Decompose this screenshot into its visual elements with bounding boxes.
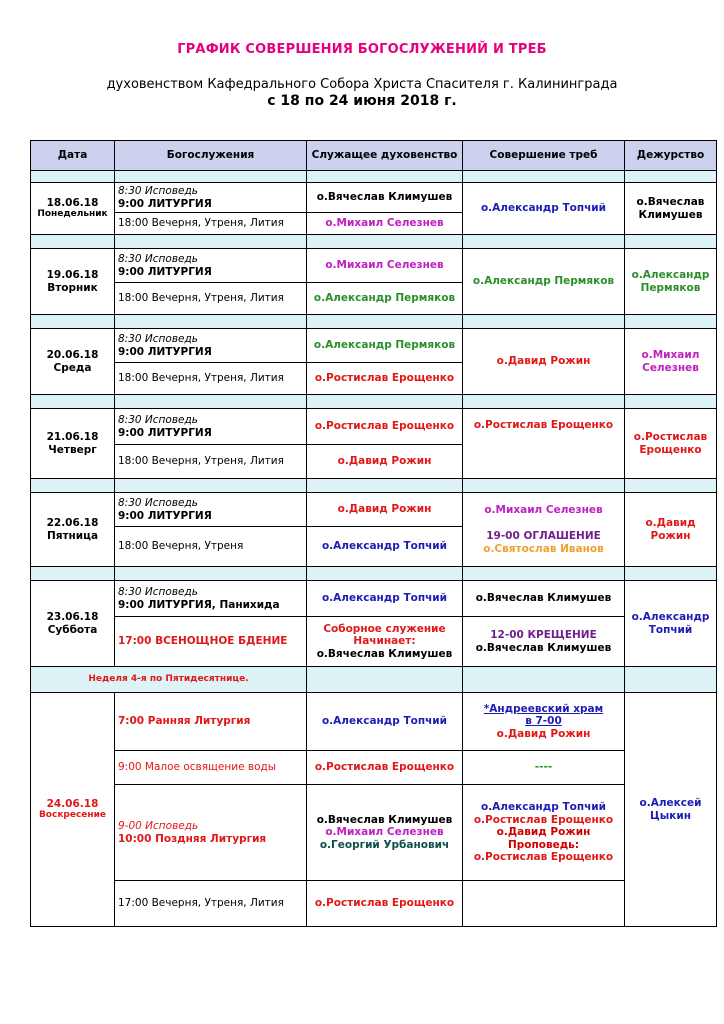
col-rites: Совершение треб (463, 141, 625, 171)
rites-cell (463, 881, 625, 927)
day-date-cell: 20.06.18 Среда (31, 329, 115, 395)
clergy-cell: Соборное служение Начинает: о.Вячеслав Климушев (307, 617, 463, 667)
duty-cell: о.Давид Рожин (625, 493, 717, 567)
rites-cell: о.Михаил Селезнев 19-00 ОГЛАШЕНИЕ о.Святослав Иванов (463, 493, 625, 567)
table-row (31, 751, 717, 785)
service-cell: 8:30 Исповедь 9:00 ЛИТУРГИЯ (115, 183, 307, 213)
page-title: ГРАФИК СОВЕРШЕНИЯ БОГОСЛУЖЕНИЙ И ТРЕБ (177, 42, 547, 57)
clergy-cell: о.Александр Топчий (307, 581, 463, 617)
page-subtitle: духовенством Кафедрального Собора Христа Спасителя г. Калининграда (106, 77, 618, 92)
clergy-cell: о.Александр Пермяков (307, 329, 463, 363)
service-cell: 18:00 Вечерня, Утреня (115, 527, 307, 567)
clergy-cell: о.Давид Рожин (307, 493, 463, 527)
duty-cell: о.Алексей Цыкин (625, 693, 717, 927)
clergy-cell: о.Александр Пермяков (307, 283, 463, 315)
clergy-cell: о.Ростислав Ерощенко (307, 751, 463, 785)
table-row (31, 581, 717, 617)
service-cell: 8:30 Исповедь 9:00 ЛИТУРГИЯ (115, 409, 307, 445)
table-row (31, 693, 717, 751)
duty-cell: о.Ростислав Ерощенко (625, 409, 717, 479)
rites-cell: о.Александр Топчий о.Ростислав Ерощенко о.Давид Рожин Проповедь: о.Ростислав Ерощенко (463, 785, 625, 881)
day-date-cell: 18.06.18 Понедельник (31, 183, 115, 235)
clergy-cell: о.Ростислав Ерощенко (307, 881, 463, 927)
service-cell: 18:00 Вечерня, Утреня, Лития (115, 283, 307, 315)
clergy-cell: о.Вячеслав Климушев (307, 183, 463, 213)
duty-cell: о.Михаил Селезнев (625, 329, 717, 395)
service-cell: 17:00 Вечерня, Утреня, Лития (115, 881, 307, 927)
service-cell: 7:00 Ранняя Литургия (115, 693, 307, 751)
service-cell: 9:00 Малое освящение воды (115, 751, 307, 785)
clergy-cell: о.Давид Рожин (307, 445, 463, 479)
clergy-cell: о.Александр Топчий (307, 693, 463, 751)
table-row (31, 785, 717, 881)
date-range: с 18 по 24 июня 2018 г. (267, 93, 457, 109)
service-cell: 8:30 Исповедь 9:00 ЛИТУРГИЯ, Панихида (115, 581, 307, 617)
clergy-cell: о.Александр Топчий (307, 527, 463, 567)
rites-cell: *Андреевский храм в 7-00 о.Давид Рожин (463, 693, 625, 751)
rites-cell: о.Ростислав Ерощенко (463, 409, 625, 479)
rites-cell: ---- (463, 751, 625, 785)
table-row (31, 329, 717, 363)
duty-cell: о.Александр Топчий (625, 581, 717, 667)
day-date-cell: 22.06.18 Пятница (31, 493, 115, 567)
day-date-cell: 21.06.18 Четверг (31, 409, 115, 479)
table-row (31, 667, 717, 693)
day-date-cell: 24.06.18 Воскресение (31, 693, 115, 927)
service-cell: 8:30 Исповедь 9:00 ЛИТУРГИЯ (115, 329, 307, 363)
duty-cell: о.Александр Пермяков (625, 249, 717, 315)
service-cell: 9-00 Исповедь 10:00 Поздняя Литургия (115, 785, 307, 881)
clergy-cell: о.Ростислав Ерощенко (307, 363, 463, 395)
col-duty: Дежурство (625, 141, 717, 171)
clergy-cell: о.Михаил Селезнев (307, 213, 463, 235)
clergy-cell: о.Вячеслав Климушев о.Михаил Селезнев о.Георгий Урбанович (307, 785, 463, 881)
rites-cell: 12-00 КРЕЩЕНИЕ о.Вячеслав Климушев (463, 617, 625, 667)
table-row (31, 409, 717, 445)
service-cell: 18:00 Вечерня, Утреня, Лития (115, 213, 307, 235)
schedule-table (30, 140, 717, 927)
header-row (31, 141, 717, 171)
service-cell: 8:30 Исповедь 9:00 ЛИТУРГИЯ (115, 493, 307, 527)
clergy-cell: о.Ростислав Ерощенко (307, 409, 463, 445)
clergy-cell: о.Михаил Селезнев (307, 249, 463, 283)
col-clergy: Служащее духовенство (307, 141, 463, 171)
rites-cell: о.Давид Рожин (463, 329, 625, 395)
rites-cell: о.Александр Пермяков (463, 249, 625, 315)
day-date-cell: 23.06.18 Суббота (31, 581, 115, 667)
rites-cell: о.Александр Топчий (463, 183, 625, 235)
duty-cell: о.Вячеслав Климушев (625, 183, 717, 235)
col-services: Богослужения (115, 141, 307, 171)
sunday-note: Неделя 4-я по Пятидесятнице. (31, 667, 307, 693)
day-date-cell: 19.06.18 Вторник (31, 249, 115, 315)
andreevsky-link[interactable]: *Андреевский храм (483, 702, 604, 715)
service-cell: 17:00 ВСЕНОЩНОЕ БДЕНИЕ (115, 617, 307, 667)
table-row (31, 493, 717, 527)
col-date: Дата (31, 141, 115, 171)
service-cell: 18:00 Вечерня, Утреня, Лития (115, 363, 307, 395)
table-row (31, 249, 717, 283)
rites-cell: о.Вячеслав Климушев (463, 581, 625, 617)
table-row (31, 881, 717, 927)
table-row (31, 617, 717, 667)
table-row (31, 183, 717, 213)
service-cell: 18:00 Вечерня, Утреня, Лития (115, 445, 307, 479)
service-cell: 8:30 Исповедь 9:00 ЛИТУРГИЯ (115, 249, 307, 283)
